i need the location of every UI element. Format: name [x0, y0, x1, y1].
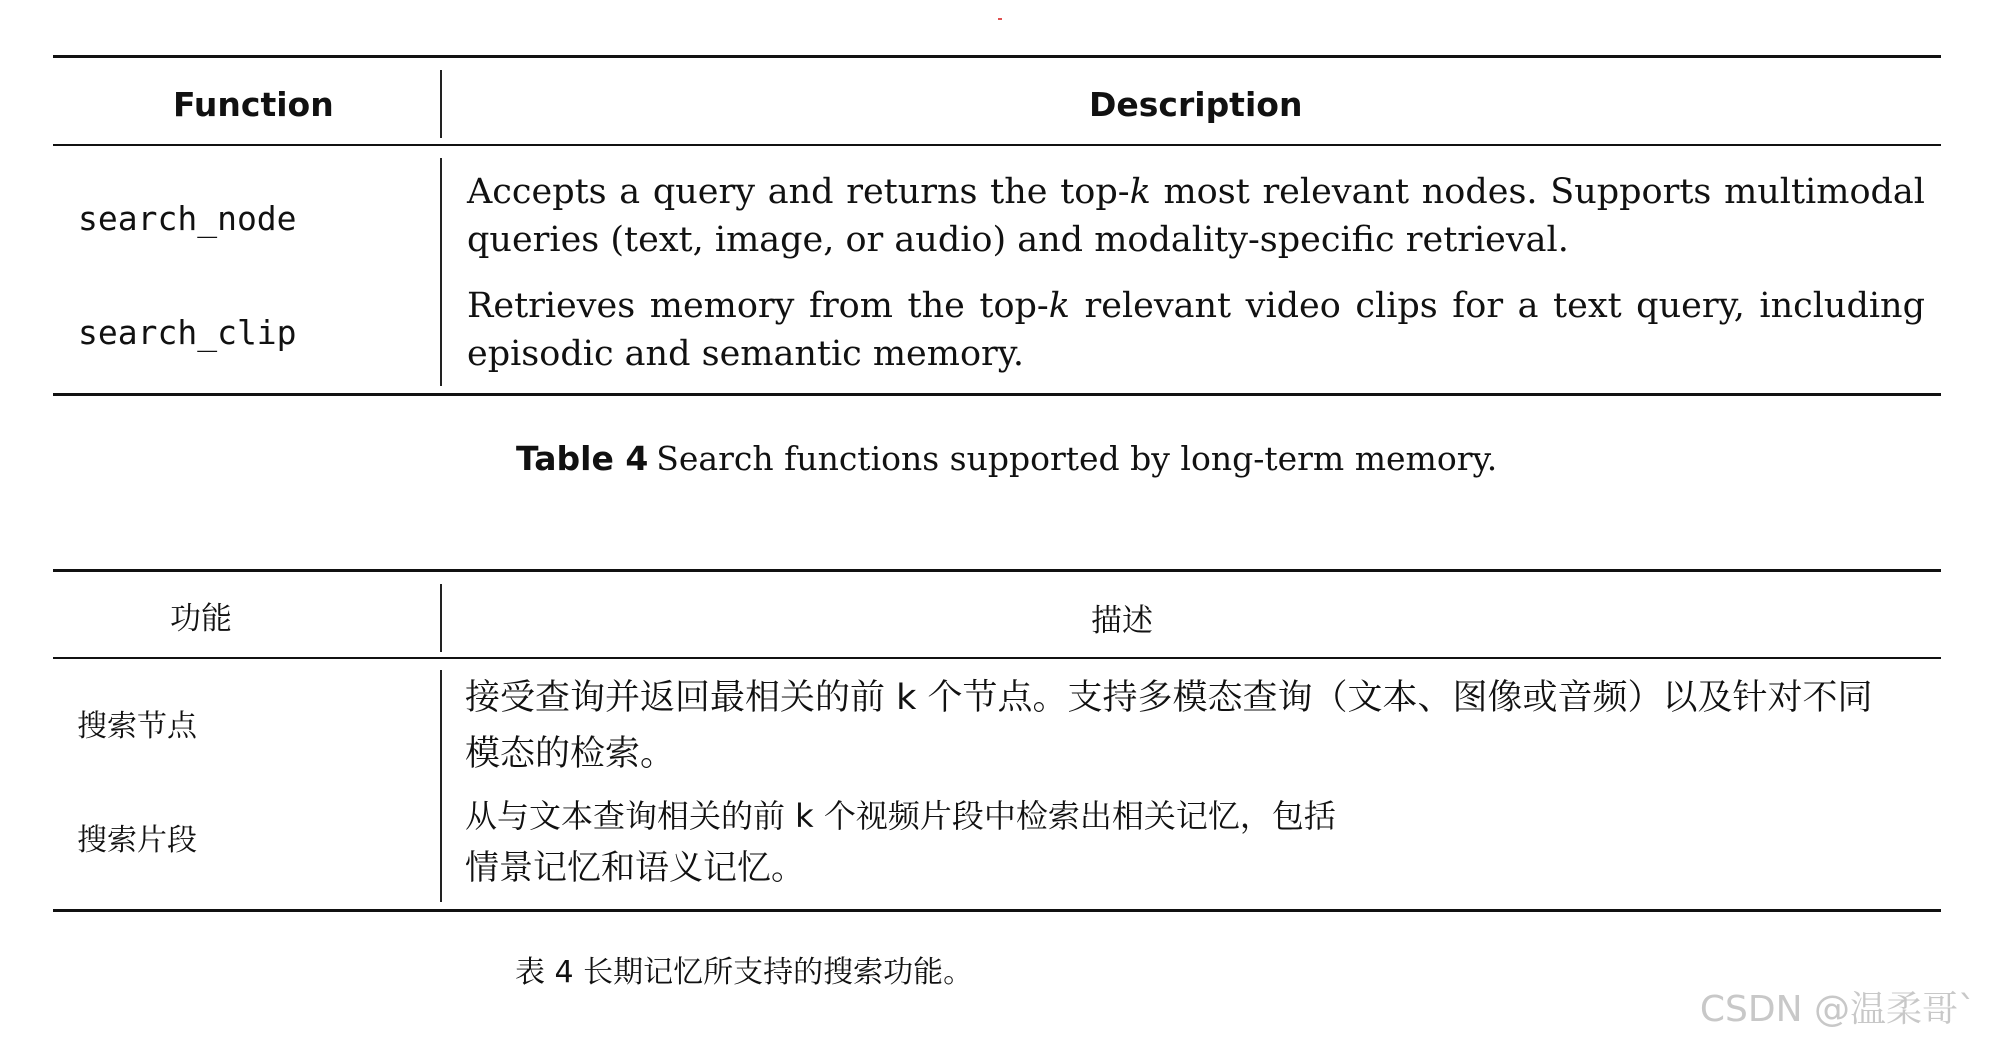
description-search-clip: Retrieves memory from the top-k relevant video clips for a text query, including episodic and semantic memory.	[467, 286, 1926, 374]
header-description: 描述	[1091, 603, 1153, 639]
header-function: Function	[173, 85, 334, 124]
function-search-node: search_node	[78, 199, 297, 238]
table-en	[53, 0, 1941, 400]
bottom-rule	[53, 909, 1941, 912]
top-rule	[53, 569, 1941, 572]
description-search-node: 接受查询并返回最相关的前 k 个节点。支持多模态查询（文本、图像或音频）以及针对不同 模态的检索。	[465, 678, 1873, 774]
table-zh	[53, 560, 1941, 920]
table-en-caption: Table 4 Search functions supported by long-term memory.	[516, 439, 1498, 478]
column-divider-header	[440, 70, 442, 138]
function-search-node: 搜索节点	[77, 709, 197, 744]
top-rule	[53, 55, 1941, 58]
description-search-node: Accepts a query and returns the top-k most relevant nodes. Supports multimodal queries (text, image, or audio) and modality-specific retrieval.	[467, 172, 1925, 260]
column-divider-body	[440, 670, 442, 902]
column-divider-header	[440, 584, 442, 652]
header-description: Description	[1089, 85, 1303, 124]
mid-rule	[53, 657, 1941, 659]
bottom-rule	[53, 393, 1941, 396]
table-zh-caption: 表 4 长期记忆所支持的搜索功能。	[515, 955, 974, 990]
mid-rule	[53, 144, 1941, 146]
column-divider-body	[440, 158, 442, 386]
description-search-clip: 从与文本查询相关的前 k 个视频片段中检索出相关记忆，包括 情景记忆和语义记忆。	[465, 797, 1336, 888]
function-search-clip: search_clip	[78, 313, 297, 352]
header-function: 功能	[170, 601, 232, 637]
watermark: CSDN @温柔哥`	[1699, 989, 1976, 1030]
function-search-clip: 搜索片段	[77, 823, 197, 858]
